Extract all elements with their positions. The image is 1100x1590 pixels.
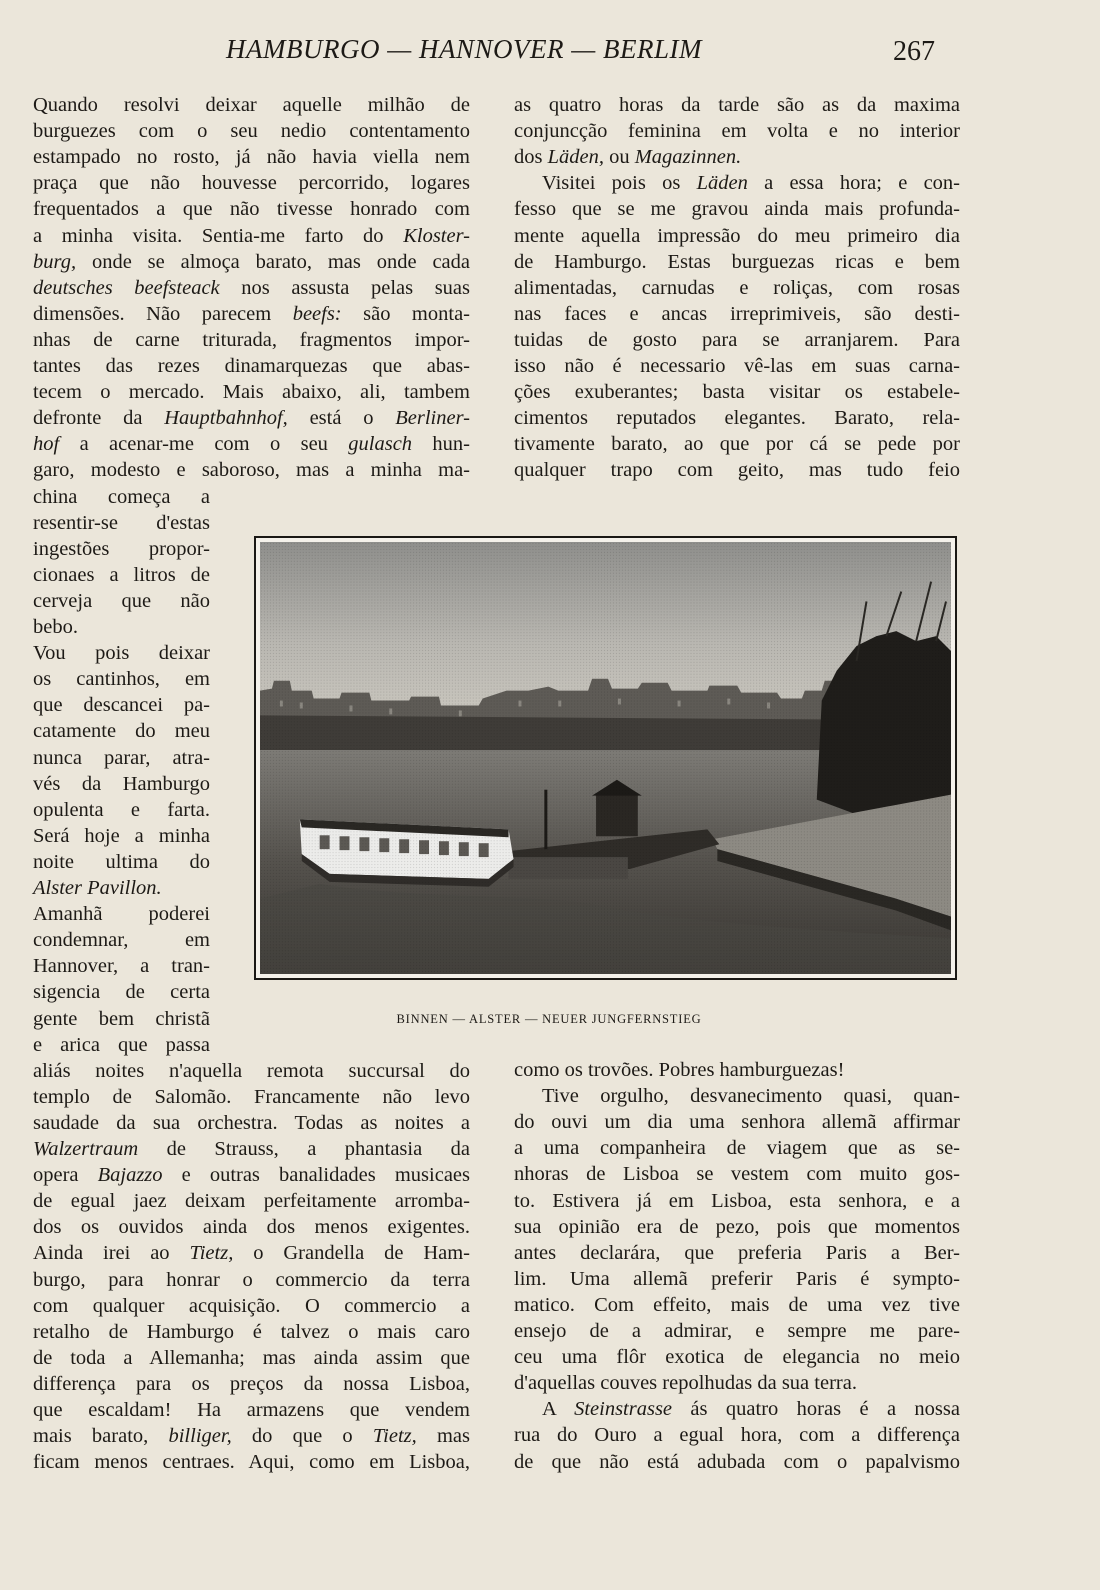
- text-line: [33, 457, 470, 483]
- text-line: [514, 1344, 960, 1370]
- text-line: [33, 1240, 470, 1266]
- text-run: matico. Com effeito, mais de uma vez tive: [514, 1293, 960, 1316]
- text-line: [514, 1135, 960, 1161]
- text-line: [33, 979, 210, 1005]
- text-line: [514, 249, 960, 275]
- text-line: [514, 1370, 857, 1396]
- text-run: que escaldam! Ha armazens que vendem: [33, 1399, 470, 1421]
- text-line: [514, 1422, 960, 1448]
- text-run: os cantinhos, em: [33, 668, 210, 691]
- text-run: defronte da: [33, 407, 165, 430]
- text-run: ás quatro horas é a nossa: [672, 1398, 960, 1421]
- text-run: Quando resolvi deixar aquelle milhão de: [33, 94, 470, 116]
- text-line: [514, 275, 960, 301]
- text-run: bebo.: [33, 616, 78, 638]
- text-run: nhoras de Lisboa se vestem com muito gos-: [514, 1163, 960, 1186]
- text-line: [33, 901, 210, 927]
- text-line: [33, 1214, 470, 1240]
- text-line: [514, 1214, 960, 1240]
- italic-text: beefs:: [292, 302, 342, 325]
- text-run: fesso que se me gravou ainda mais profunda-: [514, 198, 960, 221]
- text-line: [33, 1188, 470, 1214]
- text-run: china começa a: [33, 485, 210, 508]
- italic-text: gulasch: [348, 433, 413, 456]
- text-line: [514, 1188, 960, 1214]
- text-run: garo, modesto e saboroso, mas a minha ma-: [33, 459, 470, 482]
- text-run: mas: [416, 1425, 470, 1448]
- text-line: [33, 1136, 470, 1162]
- text-run: burguezes com o seu nedio contentamento: [33, 120, 470, 143]
- text-run: o Grandella de Ham-: [233, 1242, 471, 1265]
- text-line: [514, 118, 960, 144]
- text-run: opulenta e farta.: [33, 798, 210, 821]
- text-run: burgo, para honrar o commercio da terra: [33, 1268, 470, 1291]
- italic-text: Läden,: [547, 146, 604, 169]
- text-run: e arica que passa: [33, 1033, 210, 1056]
- text-line: [514, 1266, 960, 1292]
- text-line: [33, 588, 210, 614]
- italic-text: Berliner-: [395, 407, 470, 430]
- text-run: tecem o mercado. Mais abaixo, ali, tambem: [33, 381, 470, 404]
- text-run: tantes das rezes dinamarquezas que abas-: [33, 355, 470, 377]
- text-line: [33, 1397, 470, 1423]
- italic-text: Alster Pavillon.: [33, 877, 162, 899]
- text-line: [33, 1032, 210, 1058]
- text-line: [33, 1319, 470, 1345]
- text-run: differença para os preços da nossa Lisboa,: [33, 1372, 470, 1395]
- text-line: [33, 875, 162, 901]
- text-run: A: [542, 1398, 575, 1421]
- text-line: [514, 431, 960, 457]
- text-run: aliás noites n'aquella remota succursal do: [33, 1059, 470, 1082]
- text-run: vés da Hamburgo: [33, 772, 210, 795]
- text-run: antes declarára, que preferia Paris a Ber-: [514, 1241, 960, 1264]
- text-line: [33, 927, 210, 953]
- text-run: sigencia de certa: [33, 981, 210, 1004]
- text-line: [514, 353, 960, 379]
- text-run: Tive orgulho, desvanecimento quasi, quan-: [542, 1085, 960, 1108]
- text-run: Vou pois deixar: [33, 642, 210, 665]
- italic-text: billiger,: [168, 1425, 232, 1448]
- text-line: [33, 1267, 470, 1293]
- text-line: [33, 144, 470, 170]
- text-line: [514, 1109, 960, 1135]
- text-line: [33, 1423, 470, 1449]
- text-run: nos assusta pelas suas: [219, 276, 470, 299]
- text-run: Visitei pois os: [542, 172, 697, 195]
- text-line: [33, 953, 210, 979]
- text-run: opera: [33, 1164, 98, 1187]
- text-line: [33, 562, 210, 588]
- text-run: qualquer trapo com geito, mas tudo feio: [514, 459, 960, 482]
- text-line: [33, 249, 470, 275]
- text-line: [514, 457, 960, 483]
- text-line: [33, 301, 470, 327]
- text-run: isso não é necessario vê-las em suas carna-: [514, 355, 960, 377]
- text-line: [514, 327, 960, 353]
- photo-caption: BINNEN — ALSTER — NEUER JUNGFERNSTIEG: [396, 1012, 702, 1026]
- text-line: [33, 536, 210, 562]
- text-run: hun-: [412, 433, 471, 456]
- text-line: [542, 1396, 960, 1422]
- italic-text: burg,: [33, 250, 77, 273]
- text-run: cerveja que não: [33, 589, 210, 612]
- text-run: tuidas de gosto para se arranjarem. Para: [514, 328, 960, 351]
- text-run: saudade da sua orchestra. Todas as noites a: [33, 1111, 470, 1134]
- text-line: [33, 484, 210, 510]
- text-line: [33, 745, 210, 771]
- harbor-photo-illustration: [260, 542, 951, 974]
- text-line: [33, 1006, 210, 1032]
- italic-text: Hauptbahnhof,: [164, 407, 288, 430]
- text-run: a minha visita. Sentia-me farto do: [33, 224, 404, 247]
- text-line: [33, 405, 470, 431]
- text-line: [33, 118, 470, 144]
- text-line: [514, 301, 960, 327]
- text-run: do que o: [231, 1425, 373, 1448]
- text-line: [33, 614, 78, 640]
- text-run: Hannover, a tran-: [33, 955, 210, 978]
- text-line: [33, 92, 470, 118]
- text-line: [33, 379, 470, 405]
- text-run: mente aquella impressão do meu primeiro dia: [514, 224, 960, 247]
- text-run: ou: [603, 146, 635, 169]
- text-run: mais barato,: [33, 1425, 169, 1448]
- text-line: [33, 1293, 470, 1319]
- text-run: resentir-se d'estas: [33, 511, 210, 534]
- text-run: tivamente barato, ao que por cá se pede por: [514, 433, 960, 456]
- text-run: como os trovões. Pobres hamburguezas!: [514, 1059, 845, 1081]
- text-run: de Hamburgo. Estas burguezas ricas e bem: [514, 250, 960, 273]
- text-run: cionaes a litros de: [33, 563, 210, 586]
- text-line: [542, 170, 960, 196]
- text-run: de que não está adubada com o papalvismo: [514, 1450, 960, 1473]
- text-run: onde se almoça barato, mas onde cada: [76, 250, 470, 273]
- text-run: Amanhã poderei: [33, 903, 210, 926]
- italic-text: Magazinnen.: [634, 146, 742, 169]
- italic-text: Steinstrasse: [574, 1398, 673, 1421]
- text-run: templo de Salomão. Francamente não levo: [33, 1085, 470, 1108]
- text-run: ingestões propor-: [33, 537, 210, 560]
- text-run: catamente do meu: [33, 720, 210, 743]
- text-run: dos: [514, 146, 548, 169]
- text-run: cimentos reputados elegantes. Barato, rela-: [514, 407, 960, 430]
- text-line: [514, 92, 960, 118]
- italic-text: Läden: [696, 172, 748, 195]
- text-line: [33, 640, 210, 666]
- text-line: [33, 1371, 470, 1397]
- text-line: [514, 144, 741, 170]
- text-run: praça que não houvesse percorrido, logares: [33, 172, 470, 195]
- text-line: [542, 1083, 960, 1109]
- text-line: [33, 1084, 470, 1110]
- text-line: [514, 196, 960, 222]
- text-line: [33, 1449, 470, 1475]
- text-run: de Strauss, a phantasia da: [138, 1138, 470, 1160]
- text-run: a essa hora; e con-: [747, 172, 960, 195]
- text-run: retalho de Hamburgo é talvez o mais caro: [33, 1320, 470, 1343]
- text-run: frequentados a que não tivesse honrado com: [33, 198, 470, 221]
- italic-text: Tietz,: [372, 1425, 417, 1448]
- text-run: dimensões. Não parecem: [33, 302, 293, 325]
- text-line: [514, 1292, 960, 1318]
- text-run: lim. Uma allemã preferir Paris é sympto-: [514, 1267, 960, 1290]
- text-run: que descancei pa-: [33, 694, 210, 717]
- text-line: [33, 1162, 470, 1188]
- text-run: nunca parar, atra-: [33, 746, 210, 769]
- text-line: [33, 771, 210, 797]
- italic-text: deutsches beefsteack: [33, 276, 220, 299]
- page-number: 267: [893, 36, 935, 67]
- italic-text: Tietz,: [189, 1242, 234, 1265]
- text-run: as quatro horas da tarde são as da maxima: [514, 94, 960, 116]
- text-run: de egual jaez deixam perfeitamente arromba-: [33, 1190, 470, 1213]
- text-run: d'aquellas couves repolhudas da sua terra.: [514, 1372, 857, 1395]
- text-run: rua do Ouro a egual hora, com a differença: [514, 1424, 960, 1447]
- text-line: [33, 196, 470, 222]
- text-line: [33, 353, 470, 379]
- text-run: de toda a Allemanha; mas ainda assim que: [33, 1346, 470, 1369]
- text-line: [514, 1057, 844, 1083]
- text-line: [33, 170, 470, 196]
- text-line: [33, 223, 470, 249]
- text-line: [33, 797, 210, 823]
- text-run: to. Estivera já em Lisboa, esta senhora, e a: [514, 1189, 960, 1212]
- text-line: [33, 849, 210, 875]
- text-line: [514, 1318, 960, 1344]
- text-line: [33, 718, 210, 744]
- text-line: [514, 223, 960, 249]
- text-run: gente bem christã: [33, 1007, 210, 1030]
- text-line: [33, 1345, 470, 1371]
- italic-text: hof: [33, 433, 60, 456]
- text-line: [33, 1058, 470, 1084]
- halftone-photograph: [254, 536, 957, 980]
- text-run: condemnar, em: [33, 929, 210, 952]
- text-run: do ouvi um dia uma senhora allemã affirmar: [514, 1111, 960, 1134]
- text-line: [33, 823, 210, 849]
- text-run: estampado no rosto, já não havia viella nem: [33, 146, 470, 169]
- text-run: a uma companheira de viagem que as se-: [514, 1137, 960, 1160]
- text-run: com qualquer acquisição. O commercio a: [33, 1294, 470, 1317]
- text-run: nhas de carne triturada, fragmentos impor-: [33, 328, 470, 351]
- text-run: e outras banalidades musicaes: [162, 1164, 470, 1187]
- text-line: [33, 666, 210, 692]
- italic-text: Walzertraum: [33, 1138, 139, 1160]
- text-run: ficam menos centraes. Aqui, como em Lisboa,: [33, 1451, 470, 1474]
- text-line: [33, 692, 210, 718]
- text-run: são monta-: [341, 302, 470, 325]
- italic-text: Kloster-: [403, 224, 470, 247]
- text-run: dos os ouvidos ainda dos menos exigentes.: [33, 1216, 470, 1239]
- text-run: alimentadas, carnudas e roliças, com rosas: [514, 276, 960, 299]
- text-run: ceu uma flôr exotica de elegancia no meio: [514, 1346, 960, 1369]
- text-run: Será hoje a minha: [33, 824, 210, 847]
- text-run: conjuncção feminina em volta e no interior: [514, 120, 960, 143]
- text-run: ções exuberantes; basta visitar os estabele-: [514, 381, 960, 404]
- text-run: está o: [287, 407, 396, 430]
- text-line: [33, 510, 210, 536]
- text-run: ensejo de a admirar, e sempre me pare-: [514, 1320, 960, 1342]
- text-line: [514, 1449, 960, 1475]
- text-run: nas faces e ancas irreprimiveis, são desti-: [514, 302, 960, 325]
- running-header-title: HAMBURGO — HANNOVER — BERLIM: [226, 34, 702, 64]
- text-run: sua opinião era de pezo, pois que momentos: [514, 1215, 960, 1238]
- text-line: [514, 1161, 960, 1187]
- text-line: [33, 275, 470, 301]
- text-line: [514, 1240, 960, 1266]
- italic-text: Bajazzo: [97, 1164, 163, 1187]
- text-run: noite ultima do: [33, 850, 210, 873]
- text-run: Ainda irei ao: [33, 1242, 190, 1265]
- text-line: [33, 431, 470, 457]
- text-line: [33, 327, 470, 353]
- text-line: [33, 1110, 470, 1136]
- text-line: [514, 379, 960, 405]
- text-line: [514, 405, 960, 431]
- text-run: a acenar-me com o seu: [59, 433, 349, 456]
